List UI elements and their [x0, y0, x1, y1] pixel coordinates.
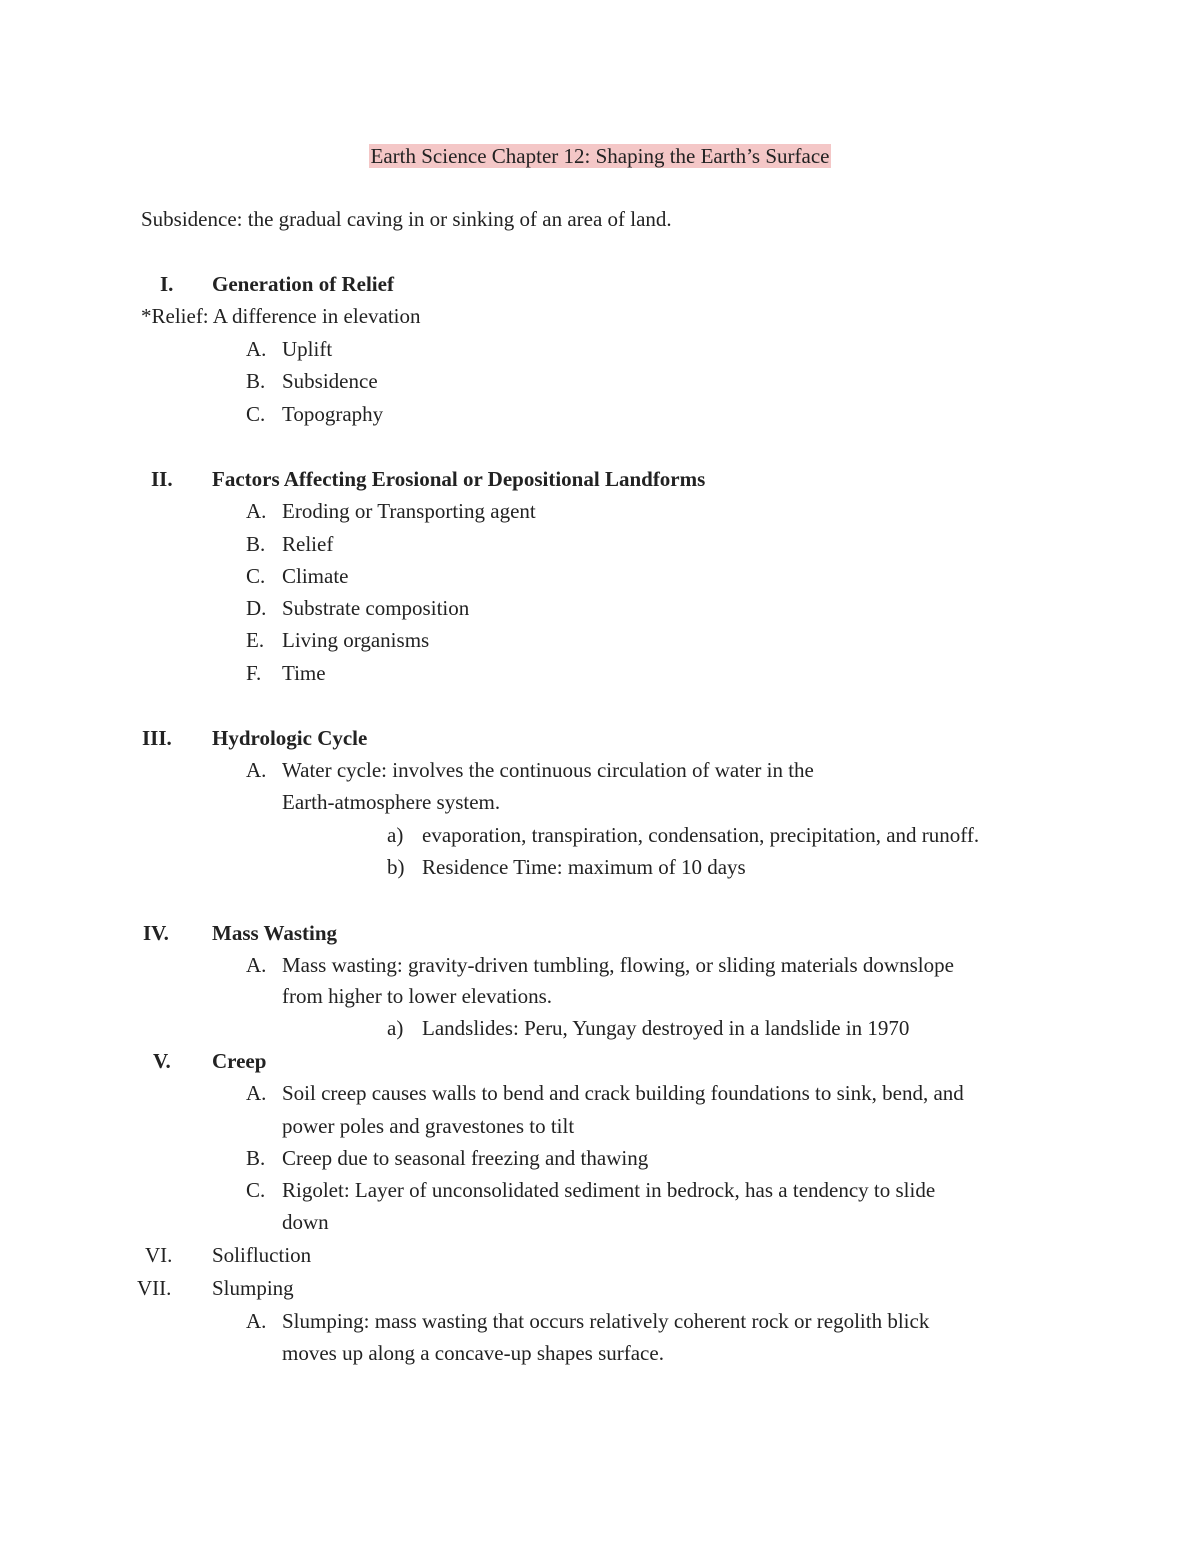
item-text: Topography [282, 402, 384, 426]
item-label: A. [246, 1309, 267, 1333]
subsidence-definition: Subsidence: the gradual caving in or sinking of an area of land. [141, 207, 672, 231]
item-text: Rigolet: Layer of unconsolidated sediment in bedrock, has a tendency to slide [282, 1178, 936, 1202]
item-text-continued: Earth-atmosphere system. [282, 790, 501, 814]
section-heading: Slumping [212, 1276, 294, 1300]
item-label: C. [246, 564, 266, 588]
subitem-text: Landslides: Peru, Yungay destroyed in a landslide in 1970 [422, 1016, 910, 1040]
item-text-continued: from higher to lower elevations. [282, 984, 553, 1008]
section-heading: Creep [212, 1049, 267, 1073]
item-text: Climate [282, 564, 349, 588]
item-text: Water cycle: involves the continuous circulation of water in the [282, 758, 814, 782]
item-label: F. [246, 661, 262, 685]
section-heading: Generation of Relief [212, 272, 394, 296]
section-number: V. [153, 1049, 171, 1073]
subitem-text: Residence Time: maximum of 10 days [422, 855, 746, 879]
item-label: E. [246, 628, 265, 652]
item-text: Substrate composition [282, 596, 470, 620]
section-heading: Hydrologic Cycle [212, 726, 368, 750]
item-label: B. [246, 532, 266, 556]
item-text-continued: moves up along a concave-up shapes surface. [282, 1341, 664, 1365]
item-label: A. [246, 1081, 267, 1105]
item-text: Slumping: mass wasting that occurs relatively coherent rock or regolith blick [282, 1309, 930, 1333]
section-heading: Factors Affecting Erosional or Depositional Landforms [212, 467, 706, 491]
section-number: II. [151, 467, 173, 491]
section-heading: Mass Wasting [212, 921, 338, 945]
section-heading: Solifluction [212, 1243, 312, 1267]
item-text: Creep due to seasonal freezing and thawing [282, 1146, 649, 1170]
item-label: C. [246, 1178, 266, 1202]
item-label: B. [246, 369, 266, 393]
subitem-label: a) [387, 1016, 404, 1040]
item-text: Time [282, 661, 326, 685]
title-text: Earth Science Chapter 12: Shaping the Earth’s Surface [370, 144, 830, 168]
item-text: Uplift [282, 337, 333, 361]
item-text: Subsidence [282, 369, 378, 393]
relief-note: *Relief: A difference in elevation [141, 304, 421, 328]
item-text: Mass wasting: gravity-driven tumbling, flowing, or sliding materials downslope [282, 953, 954, 977]
subitem-label: a) [387, 823, 404, 847]
item-text: Eroding or Transporting agent [282, 499, 536, 523]
item-label: A. [246, 499, 267, 523]
item-label: A. [246, 953, 267, 977]
item-label: D. [246, 596, 267, 620]
item-text: Relief [282, 532, 334, 556]
subitem-label: b) [387, 855, 405, 879]
section-number: VII. [137, 1276, 172, 1300]
item-label: A. [246, 758, 267, 782]
document-title [0, 141, 1200, 171]
item-text-continued: power poles and gravestones to tilt [282, 1114, 575, 1138]
item-label: B. [246, 1146, 266, 1170]
section-number: I. [160, 272, 174, 296]
section-number: IV. [143, 921, 169, 945]
item-text: Living organisms [282, 628, 430, 652]
subitem-text: evaporation, transpiration, condensation, precipitation, and runoff. [422, 823, 980, 847]
item-label: C. [246, 402, 266, 426]
item-label: A. [246, 337, 267, 361]
section-number: III. [142, 726, 172, 750]
item-text-continued: down [282, 1210, 329, 1234]
section-number: VI. [145, 1243, 173, 1267]
item-text: Soil creep causes walls to bend and crack building foundations to sink, bend, and [282, 1081, 964, 1105]
